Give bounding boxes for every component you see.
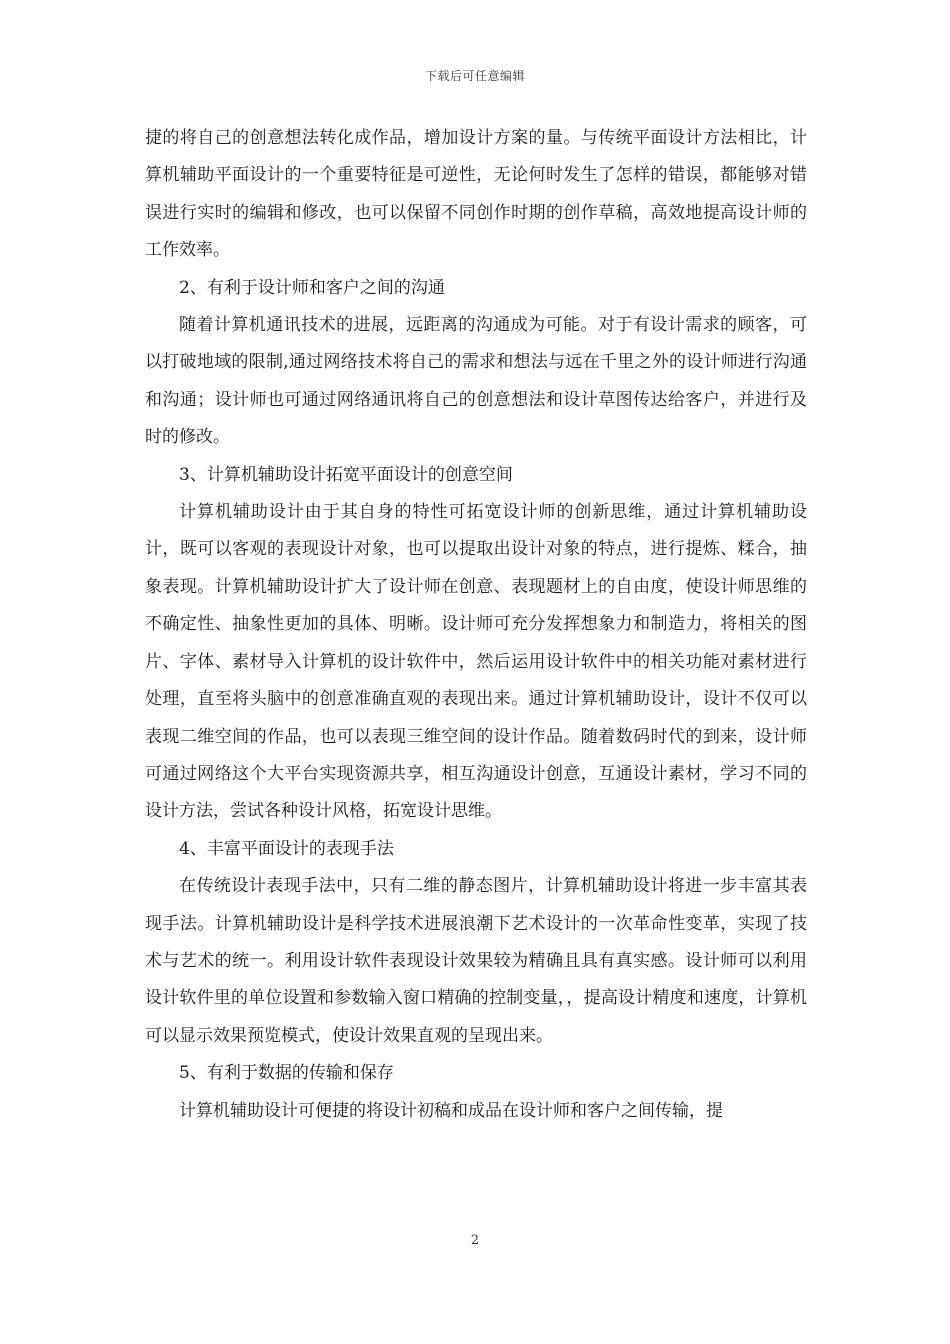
paragraph-data-transfer: 计算机辅助设计可便捷的将设计初稿和成品在设计师和客户之间传输，提 <box>179 1100 723 1121</box>
paragraph-expression: 在传统设计表现手法中，只有二维的静态图片，计算机辅助设计将进一步丰富其表现手法。计算机辅助设计是科学技术进展浪潮下艺术设计的一次革命性变革，实现了技术与艺术的统一。利用设计软件表现设计效果较为精确且具有真实感。设计师可以利用设计软件里的单位设置和参数输入窗口精确的控制变量，，提高设计精度和速度，计算机可以显示效果预览模式，使设计效果直观的呈现出来。 <box>145 876 807 1046</box>
document-body <box>145 120 807 1130</box>
section-heading-4: 4、丰富平面设计的表现手法 <box>179 838 394 859</box>
paragraph-communication: 随着计算机通讯技术的进展，远距离的沟通成为可能。对于有设计需求的顾客，可以打破地域的限制,通过网络技术将自己的需求和想法与远在千里之外的设计师进行沟通和沟通；设计师也可通过网络通讯将自己的创意想法和设计草图传达给客户，并进行及时的修改。 <box>145 315 807 448</box>
section-heading-5: 5、有利于数据的传输和保存 <box>179 1063 394 1084</box>
paragraph-creative-space: 计算机辅助设计由于其自身的特性可拓宽设计师的创新思维，通过计算机辅助设计，既可以客观的表现设计对象，也可以提取出设计对象的特点，进行提炼、糅合，抽象表现。计算机辅助设计扩大了设计师在创意、表现题材上的自由度，使设计师思维的不确定性、抽象性更加的具体、明晰。设计师可充分发挥想象力和制造力，将相关的图片、字体、素材导入计算机的设计软件中，然后运用设计软件中的相关功能对素材进行处理，直至将头脑中的创意准确直观的表现出来。通过计算机辅助设计，设计不仅可以表现二维空间的作品，也可以表现三维空间的设计作品。随着数码时代的到来，设计师可通过网络这个大平台实现资源共享，相互沟通设计创意，互通设计素材，学习不同的设计方法，尝试各种设计风格，拓宽设计思维。 <box>145 502 807 822</box>
section-heading-2: 2、有利于设计师和客户之间的沟通 <box>179 277 445 298</box>
page-header: 下载后可任意编辑 <box>424 69 525 83</box>
page-number: 2 <box>470 1233 480 1248</box>
paragraph-continuation: 捷的将自己的创意想法转化成作品，增加设计方案的量。与传统平面设计方法相比，计算机辅助平面设计的一个重要特征是可逆性，无论何时发生了怎样的错误，都能够对错误进行实时的编辑和修改，也可以保留不同创作时期的创作草稿，高效地提高设计师的工作效率。 <box>145 128 807 261</box>
section-heading-3: 3、计算机辅助设计拓宽平面设计的创意空间 <box>179 464 513 485</box>
